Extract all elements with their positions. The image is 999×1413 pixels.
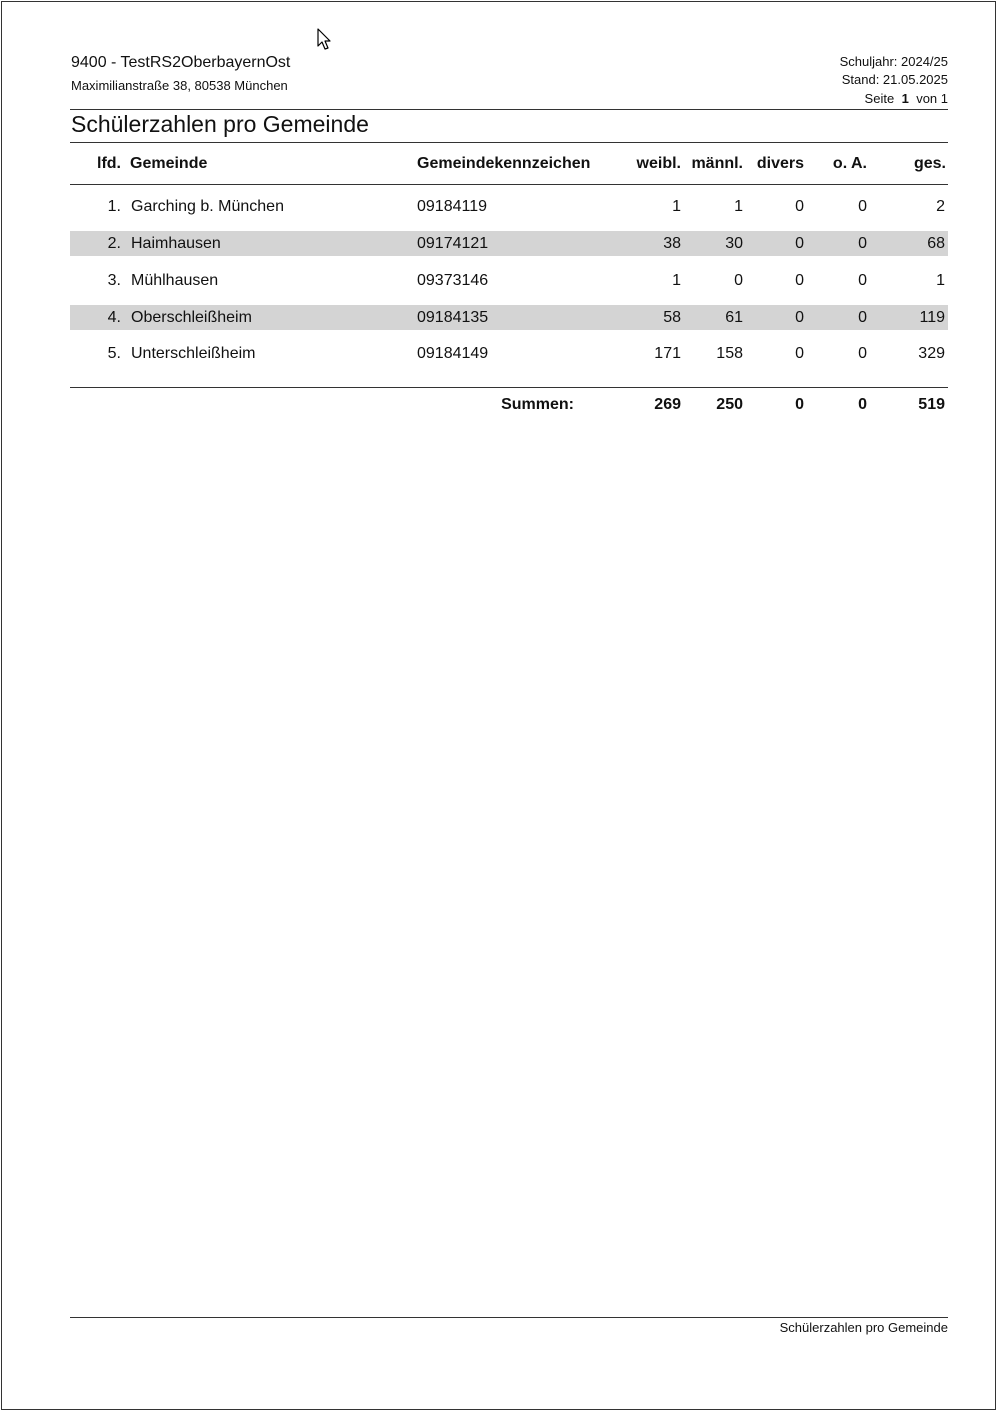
table-header-divider [70, 184, 948, 185]
sum-weibl: 269 [654, 396, 681, 413]
col-kennzeichen: Gemeindekennzeichen [417, 155, 591, 172]
row-kennzeichen: 09174121 [417, 235, 489, 252]
col-ges: ges. [913, 155, 946, 172]
row-ges: 329 [918, 345, 945, 362]
row-oa: 0 [858, 272, 867, 289]
row-oa: 0 [858, 198, 867, 215]
col-gemeinde: Gemeinde [130, 155, 208, 172]
school-address: Maximilianstraße 38, 80538 München [71, 78, 288, 93]
page-current: 1 [901, 91, 909, 106]
row-gemeinde: Oberschleißheim [131, 309, 252, 326]
page-label: Seite [864, 91, 895, 106]
row-weibl: 38 [663, 235, 681, 252]
sum-ges: 519 [918, 396, 945, 413]
row-oa: 0 [858, 235, 867, 252]
row-maennl: 0 [734, 272, 743, 289]
mouse-pointer-icon [317, 28, 333, 52]
row-kennzeichen: 09373146 [417, 272, 489, 289]
schuljahr: Schuljahr: 2024/25 [839, 54, 948, 69]
sum-maennl: 250 [716, 396, 743, 413]
row-nr: 2. [107, 235, 121, 252]
header-divider [70, 109, 948, 110]
row-maennl: 30 [725, 235, 743, 252]
page-total: von 1 [916, 91, 948, 106]
row-divers: 0 [795, 272, 804, 289]
row-weibl: 58 [663, 309, 681, 326]
row-nr: 1. [107, 198, 121, 215]
sum-divers: 0 [795, 396, 804, 413]
row-ges: 2 [936, 198, 945, 215]
col-maennl: männl. [691, 155, 743, 172]
row-divers: 0 [795, 345, 804, 362]
sum-oa: 0 [858, 396, 867, 413]
row-gemeinde: Garching b. München [131, 198, 284, 215]
school-name: 9400 - TestRS2OberbayernOst [71, 54, 291, 71]
row-ges: 119 [919, 309, 945, 326]
title-divider [70, 142, 948, 143]
row-maennl: 61 [725, 309, 743, 326]
row-gemeinde: Mühlhausen [131, 272, 219, 289]
row-nr: 3. [107, 272, 121, 289]
row-gemeinde: Haimhausen [131, 235, 221, 252]
footer-divider [70, 1317, 948, 1318]
row-divers: 0 [795, 235, 804, 252]
page-title: Schülerzahlen pro Gemeinde [71, 111, 369, 137]
row-divers: 0 [795, 198, 804, 215]
row-kennzeichen: 09184149 [417, 345, 489, 362]
row-gemeinde: Unterschleißheim [131, 345, 256, 362]
row-kennzeichen: 09184135 [417, 309, 489, 326]
row-kennzeichen: 09184119 [417, 198, 487, 215]
row-nr: 4. [107, 309, 121, 326]
row-oa: 0 [858, 309, 867, 326]
col-weibl: weibl. [636, 155, 681, 172]
col-oa: o. A. [832, 155, 867, 172]
row-ges: 68 [927, 235, 945, 252]
sum-divider [70, 387, 948, 388]
page-number [865, 91, 948, 106]
col-divers: divers [756, 155, 804, 172]
row-weibl: 171 [654, 345, 681, 362]
footer-title: Schülerzahlen pro Gemeinde [779, 1320, 948, 1335]
row-maennl: 158 [716, 345, 743, 362]
row-maennl: 1 [734, 198, 743, 215]
row-divers: 0 [795, 309, 804, 326]
sum-label: Summen: [501, 396, 574, 413]
row-weibl: 1 [672, 198, 681, 215]
stand-date: Stand: 21.05.2025 [841, 72, 948, 87]
row-ges: 1 [936, 272, 945, 289]
row-weibl: 1 [672, 272, 681, 289]
row-nr: 5. [107, 345, 121, 362]
col-lfd: lfd. [97, 155, 121, 172]
row-oa: 0 [858, 345, 867, 362]
